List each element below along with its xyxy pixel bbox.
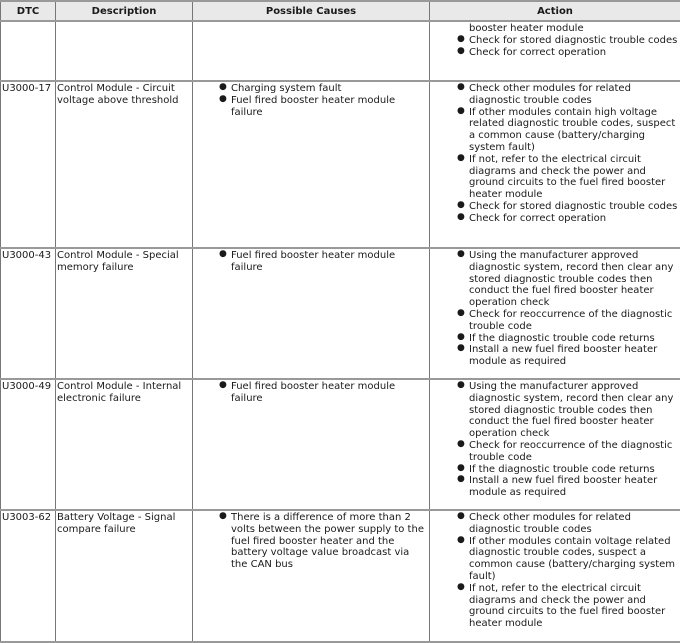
header-dtc: DTC [1,1,56,21]
actions-list [454,83,679,225]
action-item: ● Check for reoccurrence of the diagnostic trouble code [454,309,679,333]
action-cell [430,21,680,81]
table-row [1,510,680,642]
actions-list [454,512,679,630]
action-item: ● Check for reoccurrence of the diagnostic trouble code [454,440,679,464]
actions-list [454,23,679,58]
action-cell [430,81,680,248]
action-item: ● Using the manufacturer approved diagnostic system, record then clear any stored diagnostic trouble codes then conduct the fuel fired booster heater operation check [454,250,679,309]
dtc-description: Control Module - Special memory failure [56,248,193,379]
action-item: ● If not, refer to the electrical circuit diagrams and check the power and ground circuits to the fuel fired booster heater module [454,154,679,201]
causes-list [216,381,428,405]
action-item: ● Using the manufacturer approved diagnostic system, record then clear any stored diagnostic trouble codes then conduct the fuel fired booster heater operation check [454,381,679,440]
dtc-description: Battery Voltage - Signal compare failure [56,510,193,642]
cause-item: ● There is a difference of more than 2 volts between the power supply to the fuel fired booster heater and the battery voltage value broadcast via the CAN bus [216,512,428,571]
dtc-code [1,21,56,81]
action-item: ● Check for correct operation [454,213,679,225]
action-cell [430,379,680,510]
dtc-code: U3000-17 [1,81,56,248]
causes-list [216,250,428,274]
action-item: ● Check other modules for related diagnostic trouble codes [454,83,679,107]
action-item: ● Install a new fuel fired booster heater module as required [454,475,679,499]
action-cell [430,510,680,642]
action-item: ● Check for stored diagnostic trouble codes [454,35,679,47]
dtc-description: Control Module - Circuit voltage above threshold [56,81,193,248]
table-row [1,248,680,379]
actions-list [454,250,679,368]
header-possible-causes: Possible Causes [193,1,430,21]
possible-causes-cell [193,21,430,81]
cause-item: ● Charging system fault [216,83,428,95]
action-item: ● If the diagnostic trouble code returns [454,464,679,476]
causes-list [216,512,428,571]
table-row [1,379,680,510]
action-item: booster heater module [454,23,679,35]
possible-causes-cell [193,510,430,642]
header-action: Action [430,1,680,21]
dtc-description: Control Module - Internal electronic failure [56,379,193,510]
table-body [1,21,680,642]
action-item: ● Check for stored diagnostic trouble codes [454,201,679,213]
action-cell [430,248,680,379]
action-item: ● If not, refer to the electrical circuit diagrams and check the power and ground circuits to the fuel fired booster heater module [454,583,679,630]
dtc-description [56,21,193,81]
action-item: ● If other modules contain voltage related diagnostic trouble codes, suspect a common cause (battery/charging system fault) [454,536,679,583]
actions-list [454,381,679,499]
possible-causes-cell [193,379,430,510]
action-item: ● Check for correct operation [454,47,679,59]
dtc-code: U3000-43 [1,248,56,379]
table-header-row [1,1,680,21]
action-item: ● Install a new fuel fired booster heater module as required [454,344,679,368]
possible-causes-cell [193,248,430,379]
action-item: ● If the diagnostic trouble code returns [454,333,679,345]
possible-causes-cell [193,81,430,248]
cause-item: ● Fuel fired booster heater module failure [216,381,428,405]
causes-list [216,83,428,118]
table-row [1,81,680,248]
table-row [1,21,680,81]
action-item: ● Check other modules for related diagnostic trouble codes [454,512,679,536]
dtc-code: U3000-49 [1,379,56,510]
header-description: Description [56,1,193,21]
dtc-code: U3003-62 [1,510,56,642]
cause-item: ● Fuel fired booster heater module failure [216,95,428,119]
action-item: ● If other modules contain high voltage related diagnostic trouble codes, suspect a common cause (battery/charging system fault) [454,107,679,154]
cause-item: ● Fuel fired booster heater module failure [216,250,428,274]
